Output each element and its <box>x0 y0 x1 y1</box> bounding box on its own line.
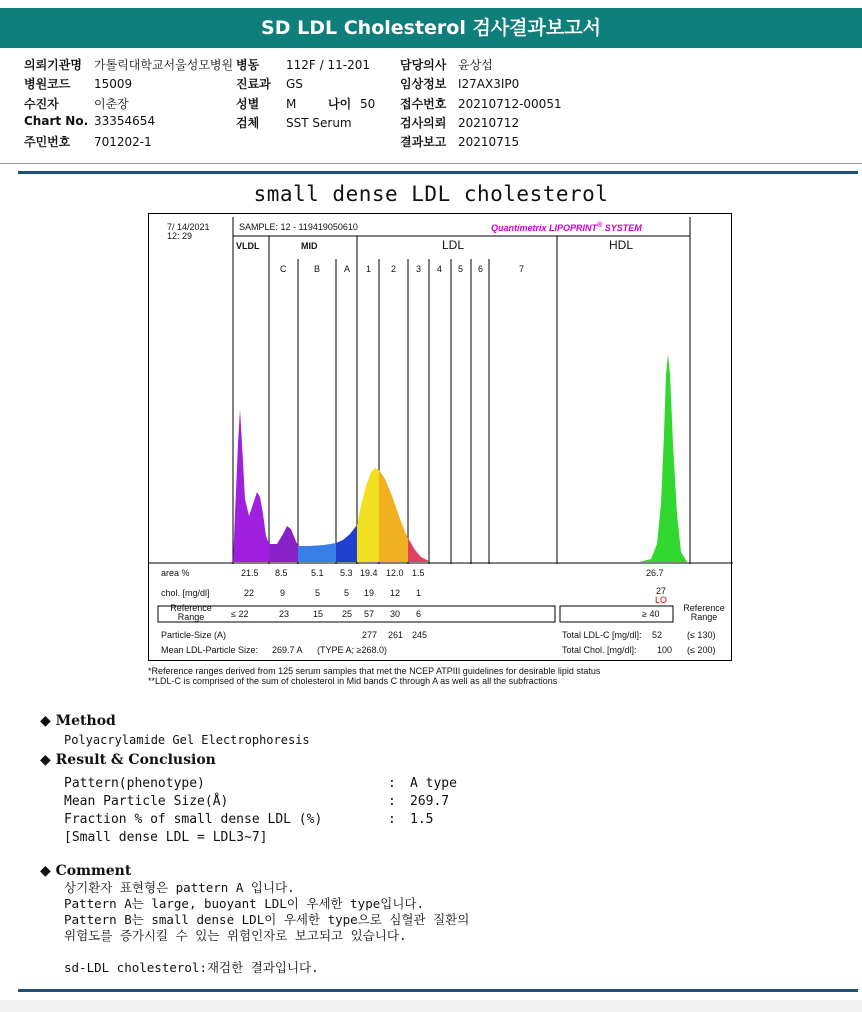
colon: : <box>388 794 396 809</box>
comment-heading: ◆ Comment <box>40 863 132 879</box>
info-row: 병원코드 15009 <box>24 77 133 92</box>
info-row: 임상정보 I27AX3IP0 <box>400 77 520 92</box>
peaks <box>233 354 687 562</box>
report-date: 7/ 14/2021 <box>167 222 210 232</box>
chol-value: 5 <box>315 588 321 598</box>
particle-size: 261 <box>388 630 404 640</box>
patient-info-col1 <box>24 56 233 152</box>
chol-value: 22 <box>244 588 255 598</box>
hdl-chol-flag: LO <box>655 595 668 605</box>
band-label: 5 <box>458 264 464 274</box>
chol-value: 5 <box>344 588 350 598</box>
diamond-icon: ◆ <box>40 863 51 879</box>
comment-line: 상기환자 표현형은 pattern A 입니다. <box>64 880 295 895</box>
result-label: Mean Particle Size(Å) <box>64 794 229 809</box>
comment-text <box>64 880 469 944</box>
info-row: 진료과 GS <box>236 77 303 92</box>
info-row: 접수번호 20210712-00051 <box>400 96 562 111</box>
area-value: 5.3 <box>340 568 353 578</box>
info-row: 성별 M 나이 50 <box>236 96 376 111</box>
total-chol-label: Total Chol. [mg/dl]: <box>562 645 637 655</box>
colon: : <box>388 812 396 827</box>
peak-mid-a <box>336 525 357 562</box>
hdl-area-value: 26.7 <box>646 568 664 578</box>
band-label: 1 <box>366 264 372 274</box>
row-label-chol: chol. [mg/dl] <box>161 588 210 598</box>
electrophoresis-graph <box>149 214 733 662</box>
chol-value: 1 <box>416 588 422 598</box>
ref-value: 6 <box>416 609 422 619</box>
hdl-ref-value: ≥ 40 <box>642 609 660 619</box>
band-label: 4 <box>437 264 443 274</box>
band-label: A <box>344 264 351 274</box>
diamond-icon: ◆ <box>40 752 51 768</box>
peak-vldl <box>233 409 269 562</box>
band-label: C <box>280 264 287 274</box>
method-text: Polyacrylamide Gel Electrophoresis <box>64 733 310 747</box>
footnote: **LDL-C is comprised of the sum of cholesterol in Mid bands C through A as well as all the subfractions <box>148 676 558 686</box>
info-row: 검사의뢰 20210712 <box>400 115 520 130</box>
row-label-particle: Particle-Size (A) <box>161 630 227 640</box>
info-row: Chart No. 33354654 <box>24 113 156 128</box>
report-time: 12: 29 <box>167 231 193 241</box>
colon: : <box>388 776 396 791</box>
result-value: 1.5 <box>410 812 434 827</box>
info-row: 결과보고 20210715 <box>400 135 520 150</box>
info-row: 수진자 이춘장 <box>24 96 129 111</box>
info-row: 주민번호 701202-1 <box>24 135 152 150</box>
mean-type: (TYPE A; ≥268.0) <box>317 645 387 655</box>
peak-ldl2 <box>379 470 408 562</box>
info-row: 담당의사 윤상섭 <box>400 58 493 72</box>
area-value: 12.0 <box>386 568 404 578</box>
comment-footer: sd-LDL cholesterol:재검한 결과입니다. <box>64 960 319 975</box>
particle-size: 277 <box>362 630 378 640</box>
sample-id: SAMPLE: 12 - 119419050610 <box>239 222 358 232</box>
footnotes <box>148 666 600 686</box>
brand-logo: Quantimetrix LIPOPRINT® SYSTEM <box>491 222 642 233</box>
patient-info-col3 <box>400 56 562 152</box>
diamond-icon: ◆ <box>40 713 51 729</box>
row-label-mean: Mean LDL-Particle Size: <box>161 645 259 655</box>
info-row: 검체 SST Serum <box>236 115 352 130</box>
ref-value: ≤ 22 <box>231 609 249 619</box>
peak-ldl1 <box>357 468 379 562</box>
ref-value: 57 <box>364 609 375 619</box>
ref-value: 30 <box>390 609 401 619</box>
area-value: 21.5 <box>241 568 259 578</box>
total-ldl-label: Total LDL-C [mg/dl]: <box>562 630 642 640</box>
footnote: *Reference ranges derived from 125 serum samples that met the NCEP ATPIII guidelines for desirable lipid status <box>148 666 601 676</box>
peak-mid-c <box>269 526 298 562</box>
total-chol-ref: (≤ 200) <box>687 645 716 655</box>
ref-side-label: Reference Range <box>683 603 725 622</box>
patient-info-col2 <box>236 56 375 133</box>
ref-value: 25 <box>342 609 353 619</box>
band-label: 3 <box>416 264 422 274</box>
area-value: 5.1 <box>311 568 324 578</box>
comment-line: 위험도를 증가시킬 수 있는 위험인자로 보고되고 있습니다. <box>64 928 407 943</box>
peak-ldl3 <box>408 538 429 562</box>
area-value: 19.4 <box>360 568 378 578</box>
total-chol-value: 100 <box>657 645 673 655</box>
chol-value: 9 <box>280 588 286 598</box>
comment-line: Pattern B는 small dense LDL이 우세한 type으로 심혈관 질환의 <box>64 912 470 927</box>
result-value: A type <box>410 776 457 791</box>
total-ldl-value: 52 <box>652 630 663 640</box>
ref-value: 23 <box>279 609 290 619</box>
result-label: Fraction % of small dense LDL (%) <box>64 812 323 827</box>
method-heading: ◆ Method <box>40 713 116 729</box>
band-label: B <box>314 264 321 274</box>
group-label-hdl: HDL <box>609 238 634 252</box>
divider <box>18 989 858 992</box>
divider <box>18 171 858 174</box>
info-row: 의뢰기관명 가톨릭대학교서울성모병원 <box>24 58 234 72</box>
result-label: Pattern(phenotype) <box>64 776 205 791</box>
peak-hdl <box>639 354 687 562</box>
group-label-mid: MID <box>301 241 318 251</box>
hdl-chol-value: 27 <box>656 586 667 596</box>
ref-value: 15 <box>313 609 324 619</box>
info-row: 병동 112F / 11-201 <box>236 58 370 72</box>
area-value: 1.5 <box>412 568 425 578</box>
group-label-ldl: LDL <box>442 238 465 252</box>
group-label-vldl: VLDL <box>236 241 260 251</box>
band-label: 6 <box>478 264 484 274</box>
area-value: 8.5 <box>275 568 288 578</box>
chol-value: 19 <box>364 588 375 598</box>
band-label: 2 <box>391 264 397 274</box>
particle-size: 245 <box>412 630 428 640</box>
result-heading: ◆ Result & Conclusion <box>40 752 216 768</box>
chol-value: 12 <box>390 588 401 598</box>
result-value: 269.7 <box>410 794 450 809</box>
comment-line: Pattern A는 large, buoyant LDL이 우세한 type입니다. <box>64 896 424 911</box>
total-ldl-ref: (≤ 130) <box>687 630 716 640</box>
mean-value: 269.7 A <box>272 645 303 655</box>
row-label-area: area % <box>161 568 190 578</box>
result-note: [Small dense LDL = LDL3~7] <box>64 830 268 845</box>
report-title: SD LDL Cholesterol 검사결과보고서 <box>0 8 862 48</box>
peak-mid-b <box>298 543 336 562</box>
band-label: 7 <box>519 264 525 274</box>
section-title: small dense LDL cholesterol <box>253 182 609 206</box>
row-label-ref: Reference Range <box>170 603 212 622</box>
lipoprint-report <box>148 213 732 661</box>
divider <box>0 163 862 164</box>
